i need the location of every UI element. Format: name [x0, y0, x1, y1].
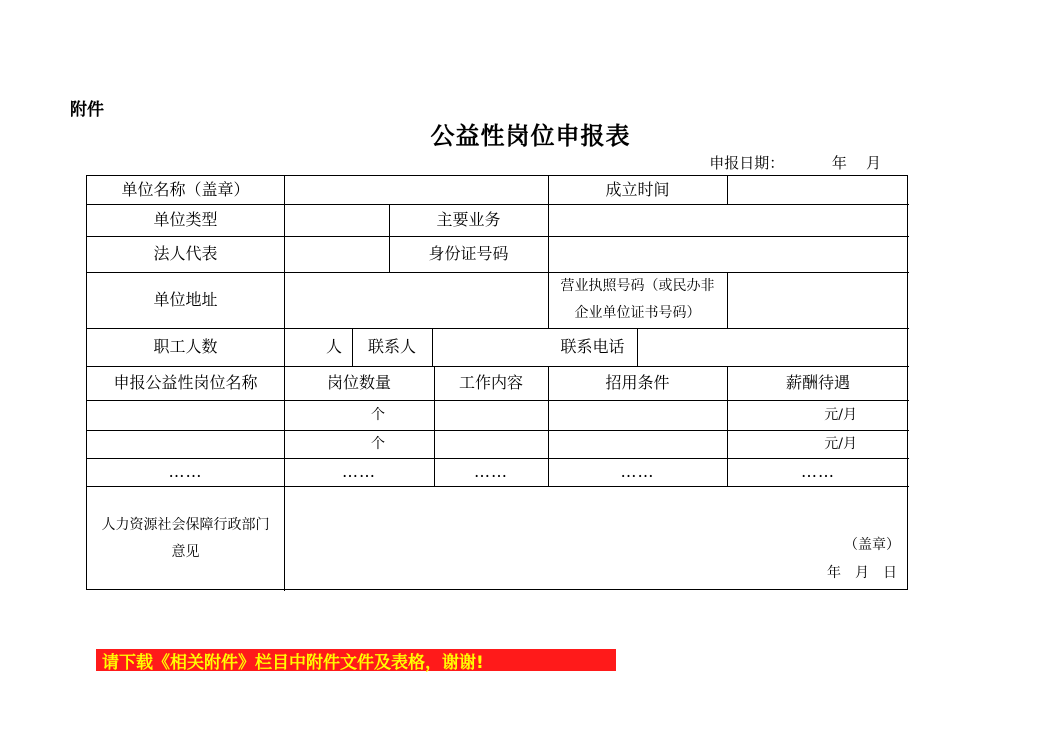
count-unit: 个 [371, 435, 385, 452]
license-number-field[interactable] [728, 272, 909, 328]
staff-count-field[interactable] [285, 328, 352, 366]
form-title: 公益性岗位申报表 [430, 121, 631, 150]
date-label: 申报日期： [709, 154, 785, 172]
address-field[interactable] [285, 272, 548, 328]
phone-field[interactable] [638, 328, 909, 366]
license-label-line1: 营业执照号码（或民办非 [560, 278, 715, 295]
opinion-label-line1: 人力资源社会保障行政部门 [101, 516, 270, 533]
main-business-field[interactable] [549, 204, 909, 236]
salary-field[interactable] [727, 400, 909, 430]
opinion-label-line2: 意见 [171, 543, 200, 560]
conditions-field[interactable] [548, 400, 727, 430]
license-number-label [548, 272, 727, 328]
ellipsis-conditions: …… [620, 462, 655, 481]
col-post-count: 岗位数量 [326, 373, 391, 392]
col-work-content: 工作内容 [458, 373, 523, 392]
legal-rep-field[interactable] [285, 236, 389, 272]
col-salary: 薪酬待遇 [785, 373, 850, 392]
opinion-field[interactable] [285, 486, 909, 591]
col-post-name: 申报公益性岗位名称 [113, 373, 258, 392]
unit-name-label: 单位名称（盖章） [121, 180, 250, 199]
work-content-field[interactable] [434, 400, 548, 430]
salary-unit: 元/月 [824, 435, 857, 452]
contact-label: 联系人 [367, 337, 416, 356]
person-unit: 人 [325, 337, 342, 356]
post-name-field[interactable] [87, 430, 284, 458]
ellipsis-post-name: …… [168, 462, 203, 481]
contact-field[interactable] [433, 328, 548, 366]
attachment-label: 附件 [70, 100, 104, 120]
post-name-field[interactable] [87, 400, 284, 430]
license-label-line2: 企业单位证书号码） [574, 305, 701, 321]
established-label: 成立时间 [605, 180, 670, 199]
col-conditions: 招用条件 [605, 373, 670, 392]
post-count-field[interactable] [284, 400, 434, 430]
year-month-day: 年 月 日 [827, 564, 897, 581]
legal-rep-label: 法人代表 [153, 244, 218, 263]
post-count-field[interactable] [284, 430, 434, 458]
ellipsis-salary: …… [801, 462, 835, 481]
ellipsis-post-count: …… [342, 462, 376, 481]
unit-type-label: 单位类型 [153, 210, 218, 229]
download-notice-banner: 请下载《相关附件》栏目中附件文件及表格，谢谢! [96, 649, 616, 671]
staff-count-label: 职工人数 [153, 337, 218, 356]
main-business-label: 主要业务 [436, 210, 501, 229]
conditions-field[interactable] [548, 430, 727, 458]
application-form-table [86, 175, 908, 590]
salary-field[interactable] [727, 430, 909, 458]
id-number-label: 身份证号码 [428, 244, 509, 263]
opinion-label [87, 486, 284, 591]
unit-name-field[interactable] [285, 176, 548, 204]
phone-label: 联系电话 [560, 337, 625, 356]
date-year: 年 [831, 154, 847, 172]
established-field[interactable] [728, 176, 909, 204]
date-month: 月 [865, 154, 881, 172]
unit-type-field[interactable] [285, 204, 389, 236]
work-content-field[interactable] [434, 430, 548, 458]
ellipsis-work: …… [474, 462, 508, 481]
address-label: 单位地址 [153, 290, 218, 309]
seal-text: （盖章） [844, 536, 900, 553]
salary-unit: 元/月 [824, 406, 857, 423]
id-number-field[interactable] [549, 236, 909, 272]
count-unit: 个 [371, 406, 385, 423]
application-date-line [709, 152, 881, 173]
